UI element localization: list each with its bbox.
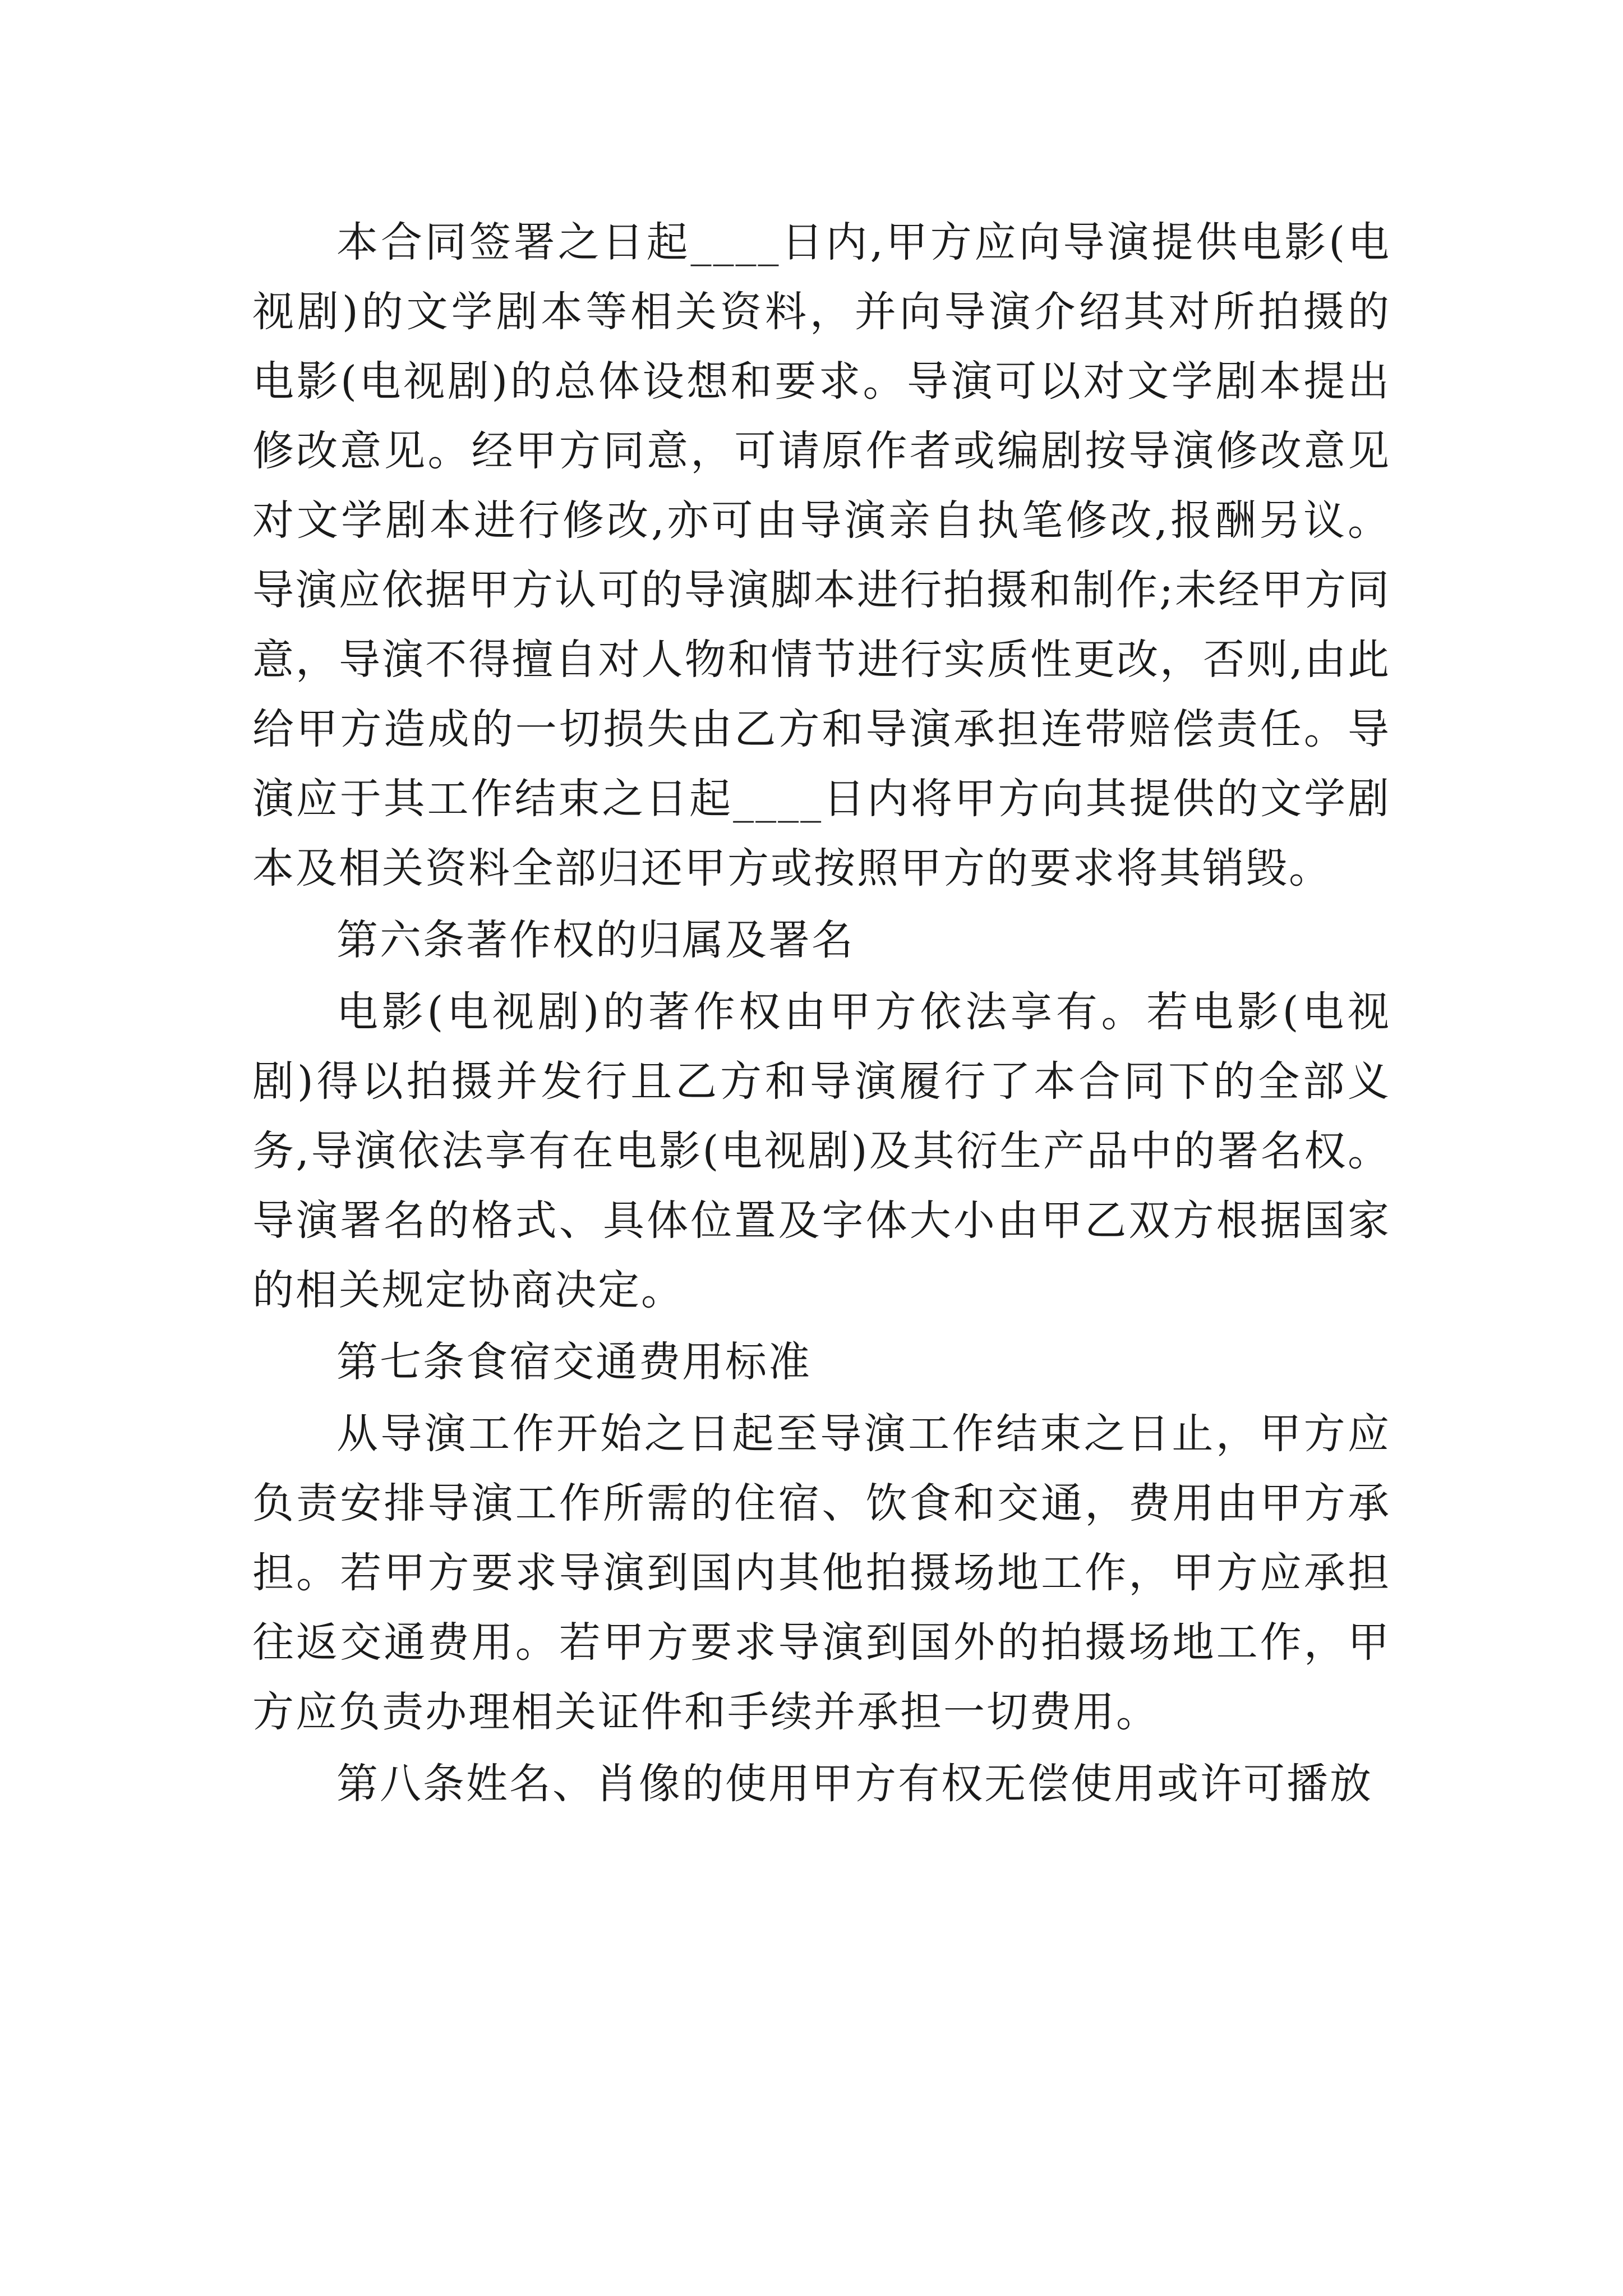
heading-article-6: 第六条著作权的归属及署名: [336, 916, 855, 964]
heading-article-7: 第七条食宿交通费用标准: [336, 1338, 811, 1386]
paragraph-script-materials: 本合同签署之日起____日内,甲方应向导演提供电影(电视剧)的文学剧本等相关资料，并向导演介绍其对所拍摄的电影(电视剧)的总体设想和要求。导演可以对文学剧本提出修改意见。经甲方同意，可请原作者或编剧按导演修改意见对文学剧本进行修改,亦可由导演亲自执笔修改,报酬另议。导演应依据甲方认可的导演脚本进行拍摄和制作;未经甲方同意，导演不得擅自对人物和情节进行实质性更改，否则,由此给甲方造成的一切损失由乙方和导演承担连带赔偿责任。导演应于其工作结束之日起____日内将甲方向其提供的文学剧本及相关资料全部归还甲方或按照甲方的要求将其销毁。: [252, 218, 1391, 892]
paragraph-lodging-transport: 从导演工作开始之日起至导演工作结束之日止，甲方应负责安排导演工作所需的住宿、饮食和交通，费用由甲方承担。若甲方要求导演到国内其他拍摄场地工作，甲方应承担往返交通费用。若甲方要求导演到国外的拍摄场地工作，甲方应负责办理相关证件和手续并承担一切费用。: [252, 1410, 1391, 1736]
document-body: [252, 208, 1391, 1821]
paragraph-article-8-start: 第八条姓名、肖像的使用甲方有权无偿使用或许可播放: [336, 1760, 1373, 1808]
paragraph-copyright-attribution: 电影(电视剧)的著作权由甲方依法享有。若电影(电视剧)得以拍摄并发行且乙方和导演履行了本合同下的全部义务,导演依法享有在电影(电视剧)及其衍生产品中的署名权。导演署名的格式、具体位置及字体大小由甲乙双方根据国家的相关规定协商决定。: [252, 988, 1391, 1314]
